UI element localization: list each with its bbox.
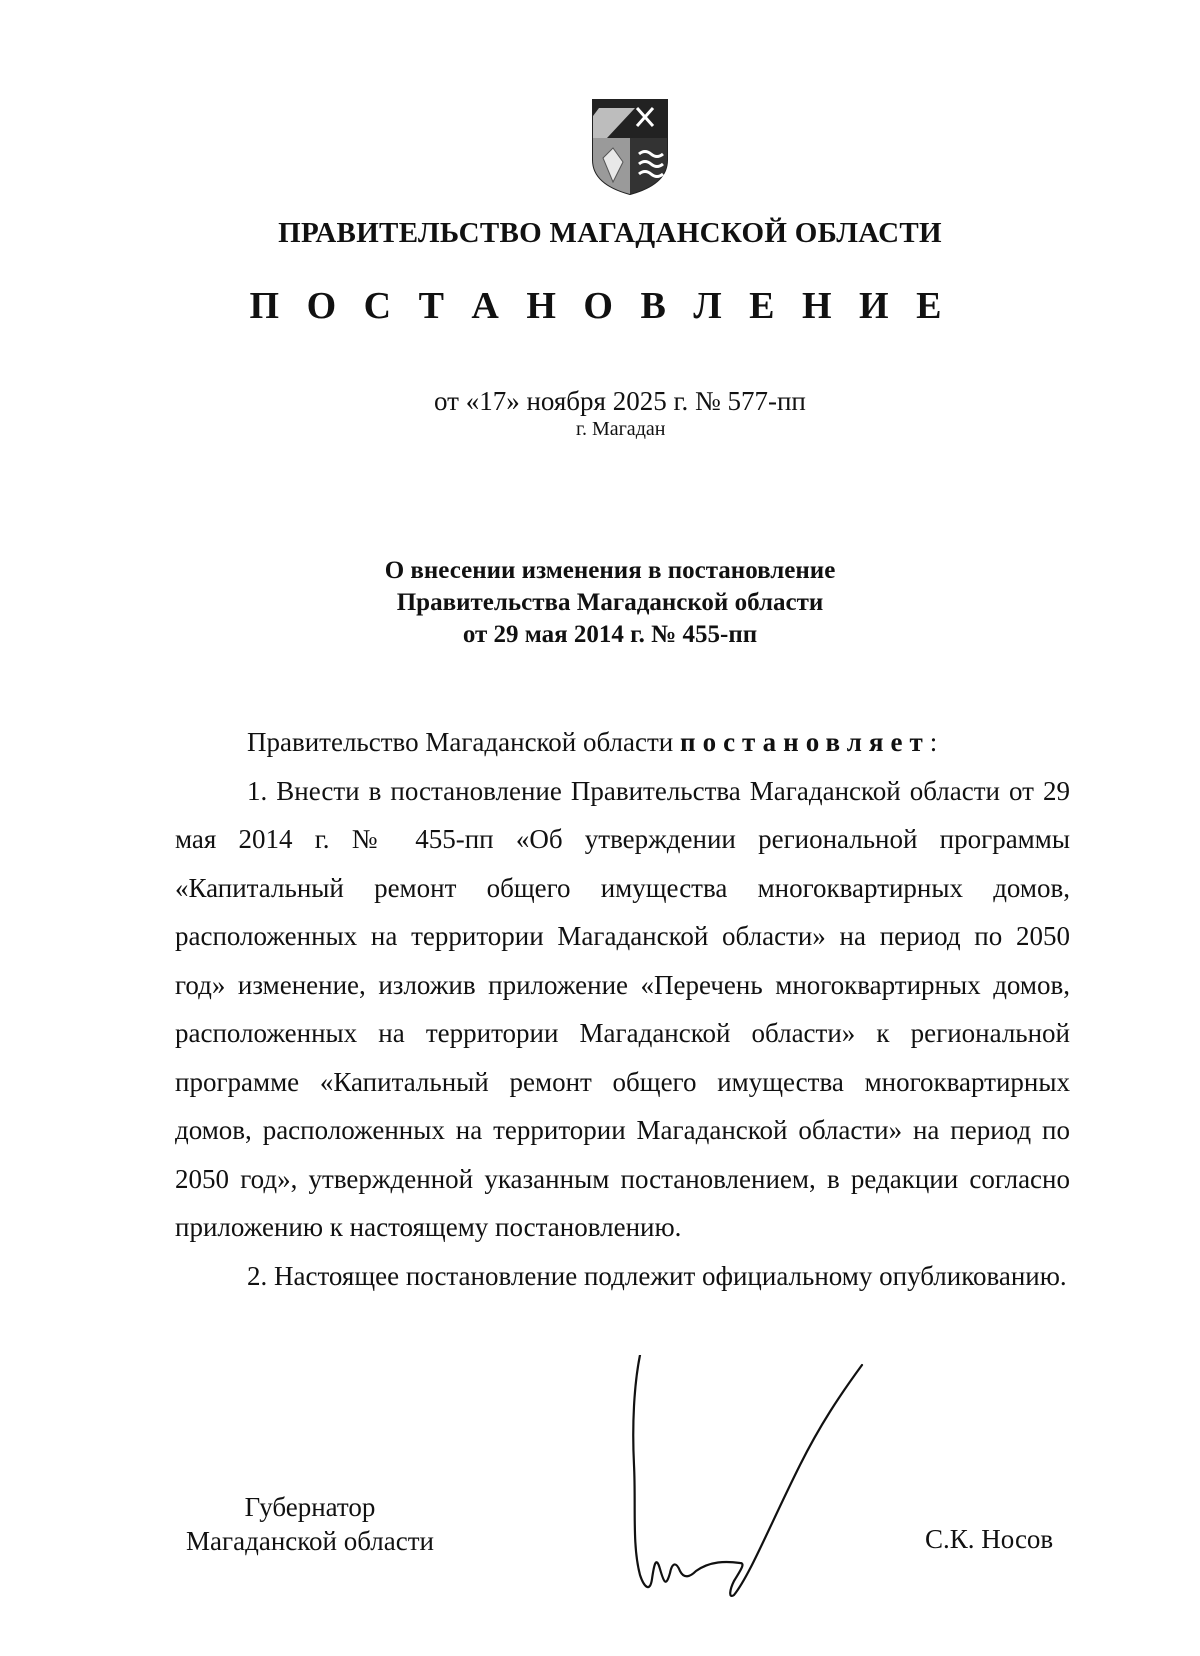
signatory-name: С.К. Носов [925,1524,1054,1554]
item-2-paragraph: 2. Настоящее постановление подлежит официальному опубликованию. [247,1260,1067,1291]
document-subject [0,555,1200,651]
document-type-title: П О С Т А Н О В Л Е Н И Е [249,285,951,327]
subject-line-1: О внесении изменения в постановление [384,557,836,584]
intro-prefix: Правительство Магаданской области [247,727,681,757]
position-line-2: Магаданской области [186,1526,434,1556]
subject-line-2: Правительства Магаданской области [396,589,824,616]
organization-title: ПРАВИТЕЛЬСТВО МАГАДАНСКОЙ ОБЛАСТИ [278,217,942,249]
intro-paragraph [175,718,1070,767]
date-and-number: от «17» ноября 2025 г. № 577-пп [434,386,806,416]
intro-decides: постановляет [680,727,930,757]
intro-suffix: : [929,727,938,757]
subject-line-3: от 29 мая 2014 г. № 455-пп [462,621,758,648]
document-body [175,718,1070,1300]
handwritten-signature-icon [630,1355,870,1605]
city-name: г. Магадан [576,418,666,440]
item-1-paragraph: 1. Внести в постановление Правительства Магаданской области от 29 мая 2014 г. № 455-пп «Об утверждении региональной программы «Капитальный ремонт общего имущества многоквартирных домов, расположенных на территории Магаданской области» на период по 2050 год» изменение, изложив приложение «Перечень многоквартирных домов, расположенных на территории Магаданской области» к региональной программе «Капитальный ремонт общего имущества многоквартирных домов, расположенных на территории Магаданской области» на период по 2050 год», утвержденной указанным постановлением, в редакции согласно приложению к настоящему постановлению. [175,775,1070,1242]
position-line-1: Губернатор [244,1492,376,1522]
signatory-position [175,1490,445,1558]
coat-of-arms-icon [591,98,669,196]
